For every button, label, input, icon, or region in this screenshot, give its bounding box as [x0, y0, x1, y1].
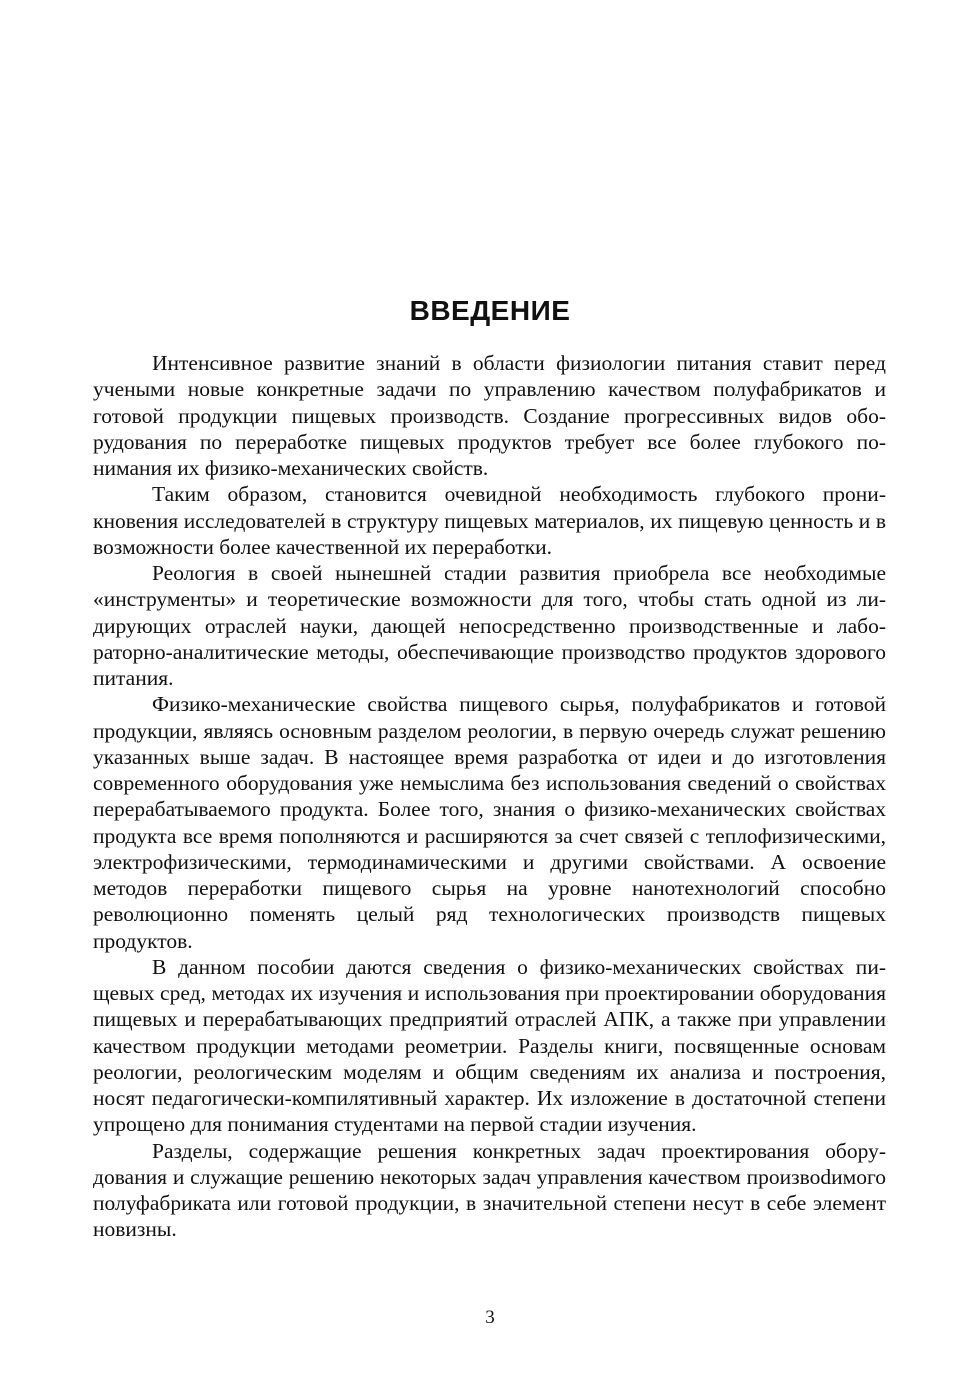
paragraph-3: Реология в своей нынешней стадии развития приобрела все необходимые «инструменты» и теоретические возможности для того, чтобы стать одной из лидирующих отраслей науки, дающей непосредственно производственные и лабораторно-аналитические методы, обеспечивающие производство продуктов здорового питания.: [93, 561, 886, 690]
paragraph-4: Физико-механические свойства пищевого сырья, полуфабрикатов и готовой продукции, являясь основным разделом реологии, в первую очередь служат решению указанных выше задач. В настоящее время разработка от идеи и до изготовления современного оборудования уже немыслима без использования сведений о свойствах перерабатываемого продукта. Более того, знания о физико-механических свойствах продукта все время пополняются и расширяются за счет связей с теплофизическими, электрофизическими, термодинамическими и другими свойствами. А освоение методов переработки пищевого сырья на уровне нанотехнологий способно революционно поменять целый ряд технологических производств пищевых продуктов.: [93, 692, 886, 953]
paragraph-2: Таким образом, становится очевидной необходимость глубокого проникновения исследователей в структуру пищевых материалов, их пищевую ценность и в возможности более качественной их переработки.: [93, 482, 886, 559]
page-number: 3: [485, 1307, 495, 1328]
body-text: [93, 350, 886, 1243]
paragraph-5: В данном пособии даются сведения о физико-механических свойствах пищевых сред, методах их изучения и использования при проектировании оборудования пищевых и перерабатывающих предприятий отраслей АПК, а также при управлении качеством продукции методами реометрии. Разделы книги, посвященные основам реологии, реологическим моделям и общим сведениям их анализа и построения, носят педагогически-компилятивный характер. Их изложение в достаточной степени упрощено для понимания студентами на первой стадии изучения.: [93, 954, 886, 1137]
paragraph-1: Интенсивное развитие знаний в области физиологии питания ставит перед учеными новые конкретные задачи по управлению качеством полуфабрикатов и готовой продукции пищевых производств. Создание прогрессивных видов оборудования по переработке пищевых продуктов требует все более глубокого понимания их физико-механических свойств.: [93, 351, 886, 480]
page-title: ВВЕДЕНИЕ: [409, 294, 571, 326]
paragraph-6: Разделы, содержащие решения конкретных задач проектирования оборудования и служащие решению некоторых задач управления качеством произвоdимого полуфабриката или готовой продукции, в значительной степени несут в себе элемент новизны.: [93, 1138, 886, 1242]
